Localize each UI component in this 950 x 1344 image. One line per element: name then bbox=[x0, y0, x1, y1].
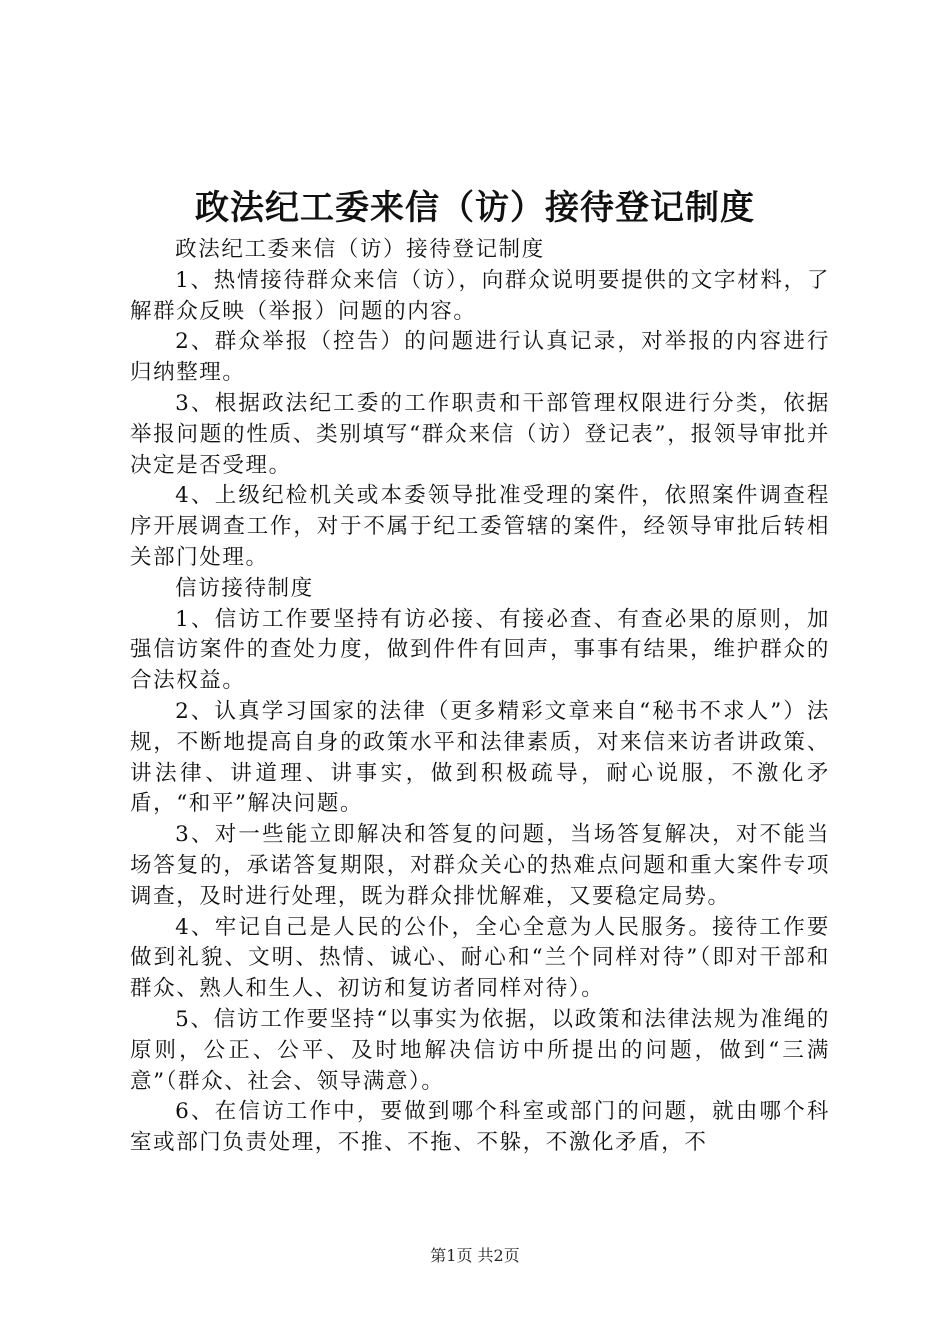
paragraph-reception-5: 5、信访工作要坚持“以事实为依据，以政策和法律法规为准绳的原则，公正、公平、及时地解决信访中所提出的问题，做到“三满意”（群众、社会、领导满意）。 bbox=[130, 1006, 830, 1094]
paragraph-reception-6: 6、在信访工作中，要做到哪个科室或部门的问题，就由哪个科室或部门负责处理，不推、不拖、不躲，不激化矛盾，不 bbox=[130, 1099, 830, 1156]
paragraph-item-4: 4、上级纪检机关或本委领导批准受理的案件，依照案件调查程序开展调查工作，对于不属于纪工委管辖的案件，经领导审批后转相关部门处理。 bbox=[130, 483, 830, 570]
paragraph-item-1: 1、热情接待群众来信（访），向群众说明要提供的文字材料，了解群众反映（举报）问题的内容。 bbox=[130, 267, 830, 324]
paragraph-item-2: 2、群众举报（控告）的问题进行认真记录，对举报的内容进行归纳整理。 bbox=[130, 329, 830, 386]
paragraph-item-3: 3、根据政法纪工委的工作职责和干部管理权限进行分类，依据举报问题的性质、类别填写“群众来信（访）登记表”，报领导审批并决定是否受理。 bbox=[130, 390, 830, 478]
page-footer: 第1页 共2页 bbox=[430, 1246, 520, 1265]
section-heading-reception: 信访接待制度 bbox=[175, 575, 314, 601]
paragraph-reception-4: 4、牢记自己是人民的公仆，全心全意为人民服务。接待工作要做到礼貌、文明、热情、诚心、耐心和“兰个同样对待”（即对干部和群众、熟人和生人、初访和复访者同样对待）。 bbox=[130, 914, 830, 1002]
paragraph-reception-3: 3、对一些能立即解决和答复的问题，当场答复解决，对不能当场答复的，承诺答复期限，对群众关心的热难点问题和重大案件专项调查，及时进行处理，既为群众排忧解难，又要稳定局势。 bbox=[130, 822, 830, 909]
document-title: 政法纪工委来信（访）接待登记制度 bbox=[195, 188, 755, 228]
paragraph-reception-2: 2、认真学习国家的法律（更多精彩文章来自“秘书不求人”）法规，不断地提高自身的政策水平和法律素质，对来信来访者讲政策、讲法律、讲道理、讲事实，做到积极疏导，耐心说服，不激化矛盾，“和平”解决问题。 bbox=[130, 698, 830, 817]
paragraph-reception-1: 1、信访工作要坚持有访必接、有接必查、有查必果的原则，加强信访案件的查处力度，做到件件有回声，事事有结果，维护群众的合法权益。 bbox=[130, 606, 830, 694]
paragraph-subtitle: 政法纪工委来信（访）接待登记制度 bbox=[175, 237, 545, 262]
document-body bbox=[130, 235, 830, 1159]
